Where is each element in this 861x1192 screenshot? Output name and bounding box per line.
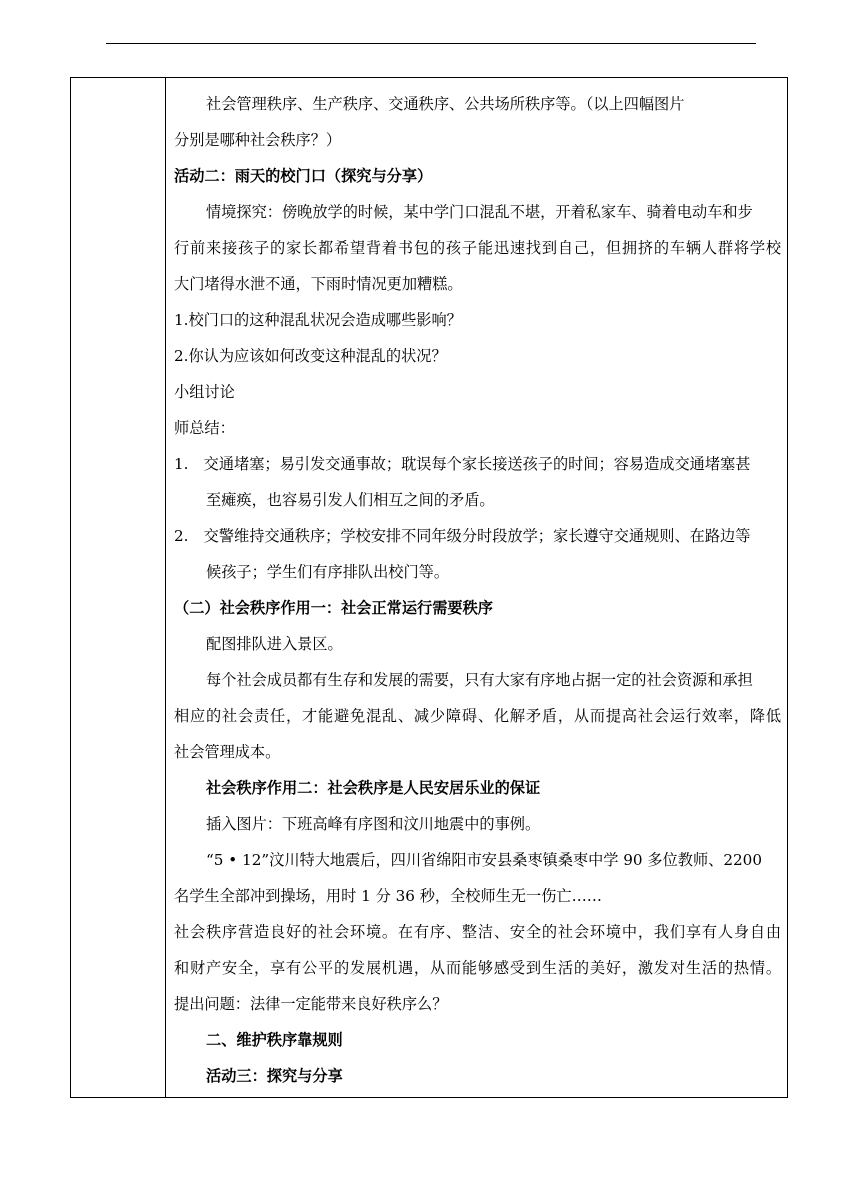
text-line: 分别是哪种社会秩序？） <box>174 131 342 149</box>
text-line: 行前来接孩子的家长都希望背着书包的孩子能迅速找到自己，但拥挤的车辆人群将学校 <box>174 239 781 257</box>
header-rule <box>106 43 756 44</box>
text-line: 候孩子；学生们有序排队出校门等。 <box>206 563 449 581</box>
text-line: 2.你认为应该如何改变这种混乱的状况？ <box>174 347 447 365</box>
section-heading: 社会秩序作用二：社会秩序是人民安居乐业的保证 <box>206 779 541 797</box>
text-line: 每个社会成员都有生存和发展的需要，只有大家有序地占据一定的社会资源和承担 <box>206 671 753 689</box>
text-line: 插入图片：下班高峰有序图和汶川地震中的事例。 <box>206 815 541 833</box>
content-table <box>70 77 788 1098</box>
text-line: 至瘫痪，也容易引发人们相互之间的矛盾。 <box>206 491 495 509</box>
text-line: 社会管理秩序、生产秩序、交通秩序、公共场所秩序等。（以上四幅图片 <box>206 95 685 113</box>
section-heading: 二、维护秩序靠规则 <box>206 1031 343 1049</box>
text-line: 社会秩序营造良好的社会环境。在有序、整洁、安全的社会环境中，我们享有人身自由 <box>174 923 781 941</box>
text-line: 和财产安全，享有公平的发展机遇，从而能够感受到生活的美好，激发对生活的热情。 <box>174 959 781 977</box>
text-line: 提出问题：法律一定能带来良好秩序么？ <box>174 995 448 1013</box>
column-divider <box>165 78 166 1097</box>
section-heading: 活动二：雨天的校门口（探究与分享） <box>174 167 433 185</box>
text-line: 相应的社会责任，才能避免混乱、减少障碍、化解矛盾，从而提高社会运行效率，降低 <box>174 707 781 725</box>
list-item: 1. 交通堵塞；易引发交通事故；耽误每个家长接送孩子的时间；容易造成交通堵塞甚 <box>174 455 751 473</box>
text-line: 情境探究：傍晚放学的时候，某中学门口混乱不堪，开着私家车、骑着电动车和步 <box>206 203 753 221</box>
text-line: 小组讨论 <box>174 383 235 401</box>
text-line: 1.校门口的这种混乱状况会造成哪些影响？ <box>174 311 462 329</box>
section-heading: 活动三：探究与分享 <box>206 1067 343 1085</box>
text-line: 社会管理成本。 <box>174 743 281 761</box>
text-line: 大门堵得水泄不通，下雨时情况更加糟糕。 <box>174 275 463 293</box>
text-line: “5 • 12”汶川特大地震后，四川省绵阳市安县桑枣镇桑枣中学 90 多位教师、2200 <box>206 851 763 869</box>
section-heading: （二）社会秩序作用一：社会正常运行需要秩序 <box>174 599 493 617</box>
text-line: 名学生全部冲到操场，用时 1 分 36 秒，全校师生无一伤亡…… <box>174 887 602 905</box>
text-line: 师总结： <box>174 419 235 437</box>
list-item: 2. 交警维持交通秩序；学校安排不同年级分时段放学；家长遵守交通规则、在路边等 <box>174 527 751 545</box>
text-line: 配图排队进入景区。 <box>206 635 343 653</box>
